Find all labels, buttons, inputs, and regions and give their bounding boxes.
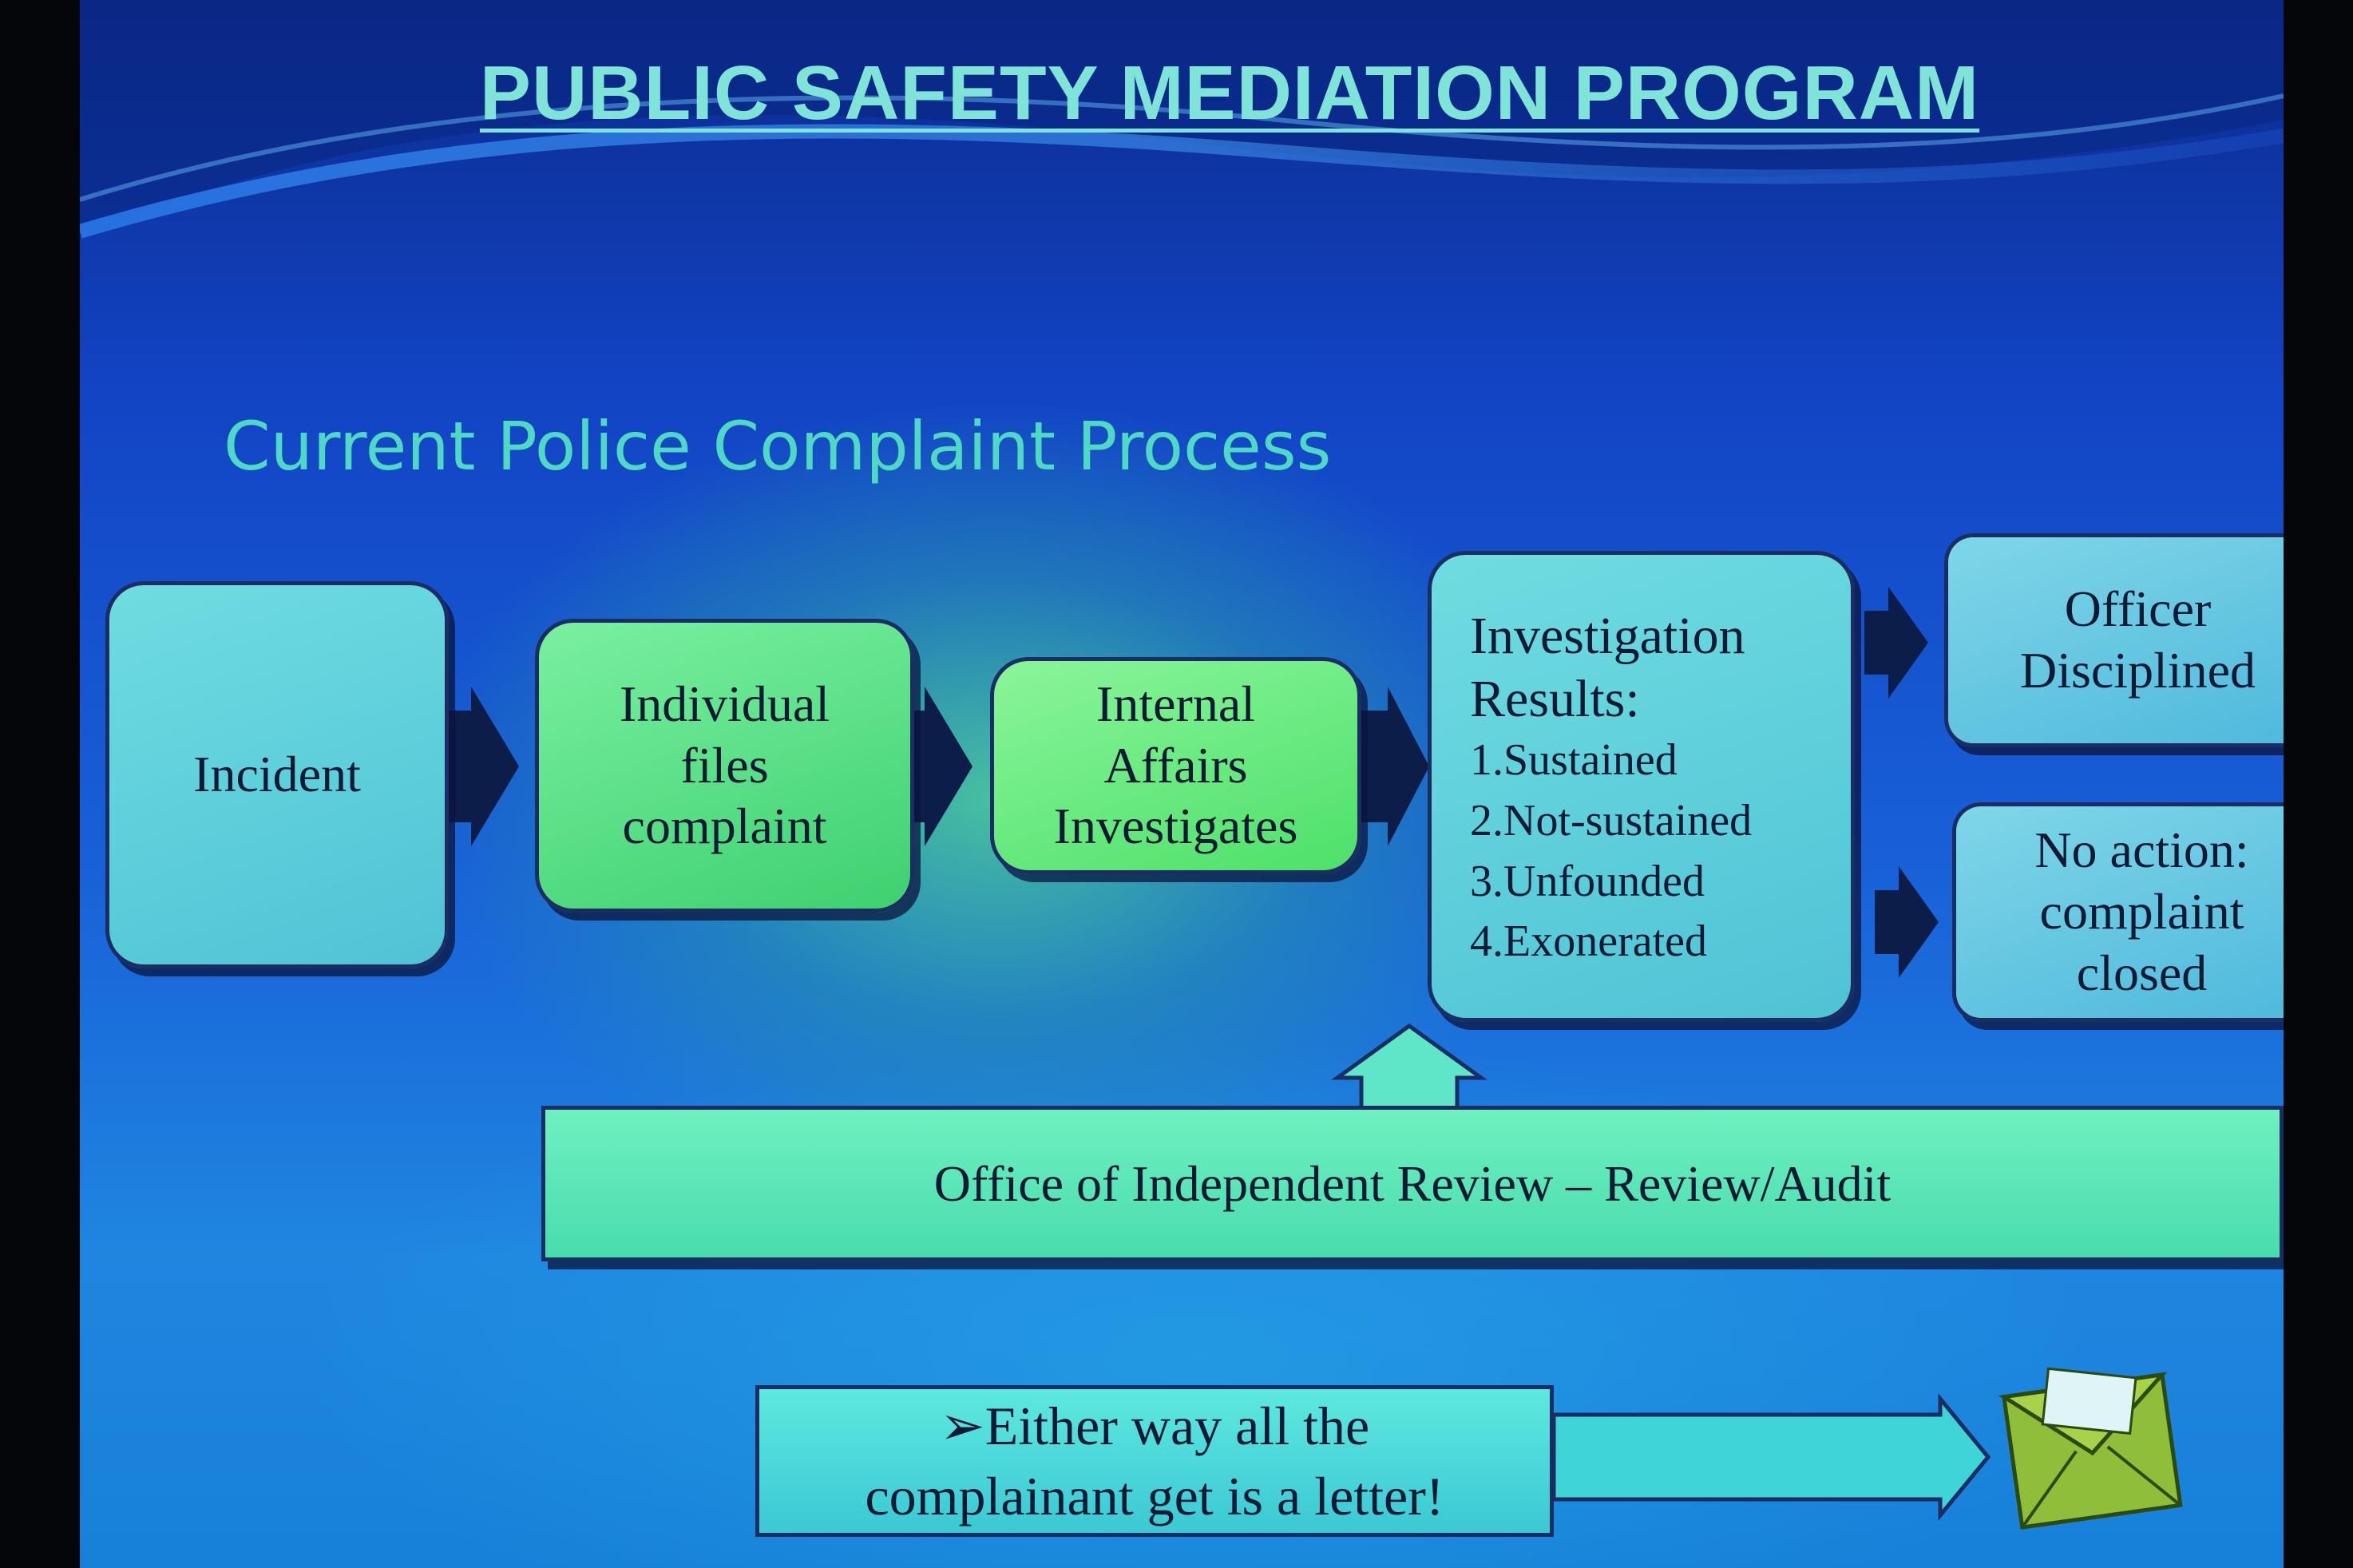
outcome-no-action-line: No action:: [2034, 822, 2249, 879]
step-internal-affairs-line: Investigates: [1053, 798, 1298, 855]
envelope-icon: [80, 0, 2284, 1568]
outcome-no-action-line: complaint: [2039, 883, 2244, 940]
letter-callout-line: ➢Either way all the: [939, 1395, 1370, 1456]
results-item: 4.Exonerated: [1470, 917, 1707, 967]
results-item: 3.Unfounded: [1470, 856, 1705, 906]
letter-callout-line: complainant get is a letter!: [865, 1466, 1444, 1526]
slide-subtitle: Current Police Complaint Process: [224, 407, 1332, 485]
step-files-complaint-line: files: [680, 736, 769, 794]
step-files-complaint-line: complaint: [622, 798, 827, 855]
step-files-complaint-line: Individual: [619, 675, 830, 732]
step-incident-label: Incident: [193, 746, 361, 803]
outcome-disciplined-line: Officer: [2064, 580, 2212, 638]
outcome-no-action-line: closed: [2076, 944, 2208, 1001]
independent-review-label: Office of Independent Review – Review/Audit: [933, 1154, 1892, 1212]
outcome-disciplined-line: Disciplined: [2019, 642, 2256, 699]
results-title: Results:: [1470, 670, 1640, 729]
results-item: 2.Not-sustained: [1470, 795, 1753, 845]
slide: [80, 0, 2284, 1568]
step-internal-affairs-line: Affairs: [1103, 736, 1248, 794]
step-internal-affairs-line: Internal: [1096, 675, 1255, 732]
results-title: Investigation: [1470, 607, 1745, 665]
results-item: 1.Sustained: [1470, 735, 1678, 786]
slide-title: PUBLIC SAFETY MEDIATION PROGRAM: [479, 50, 1980, 136]
